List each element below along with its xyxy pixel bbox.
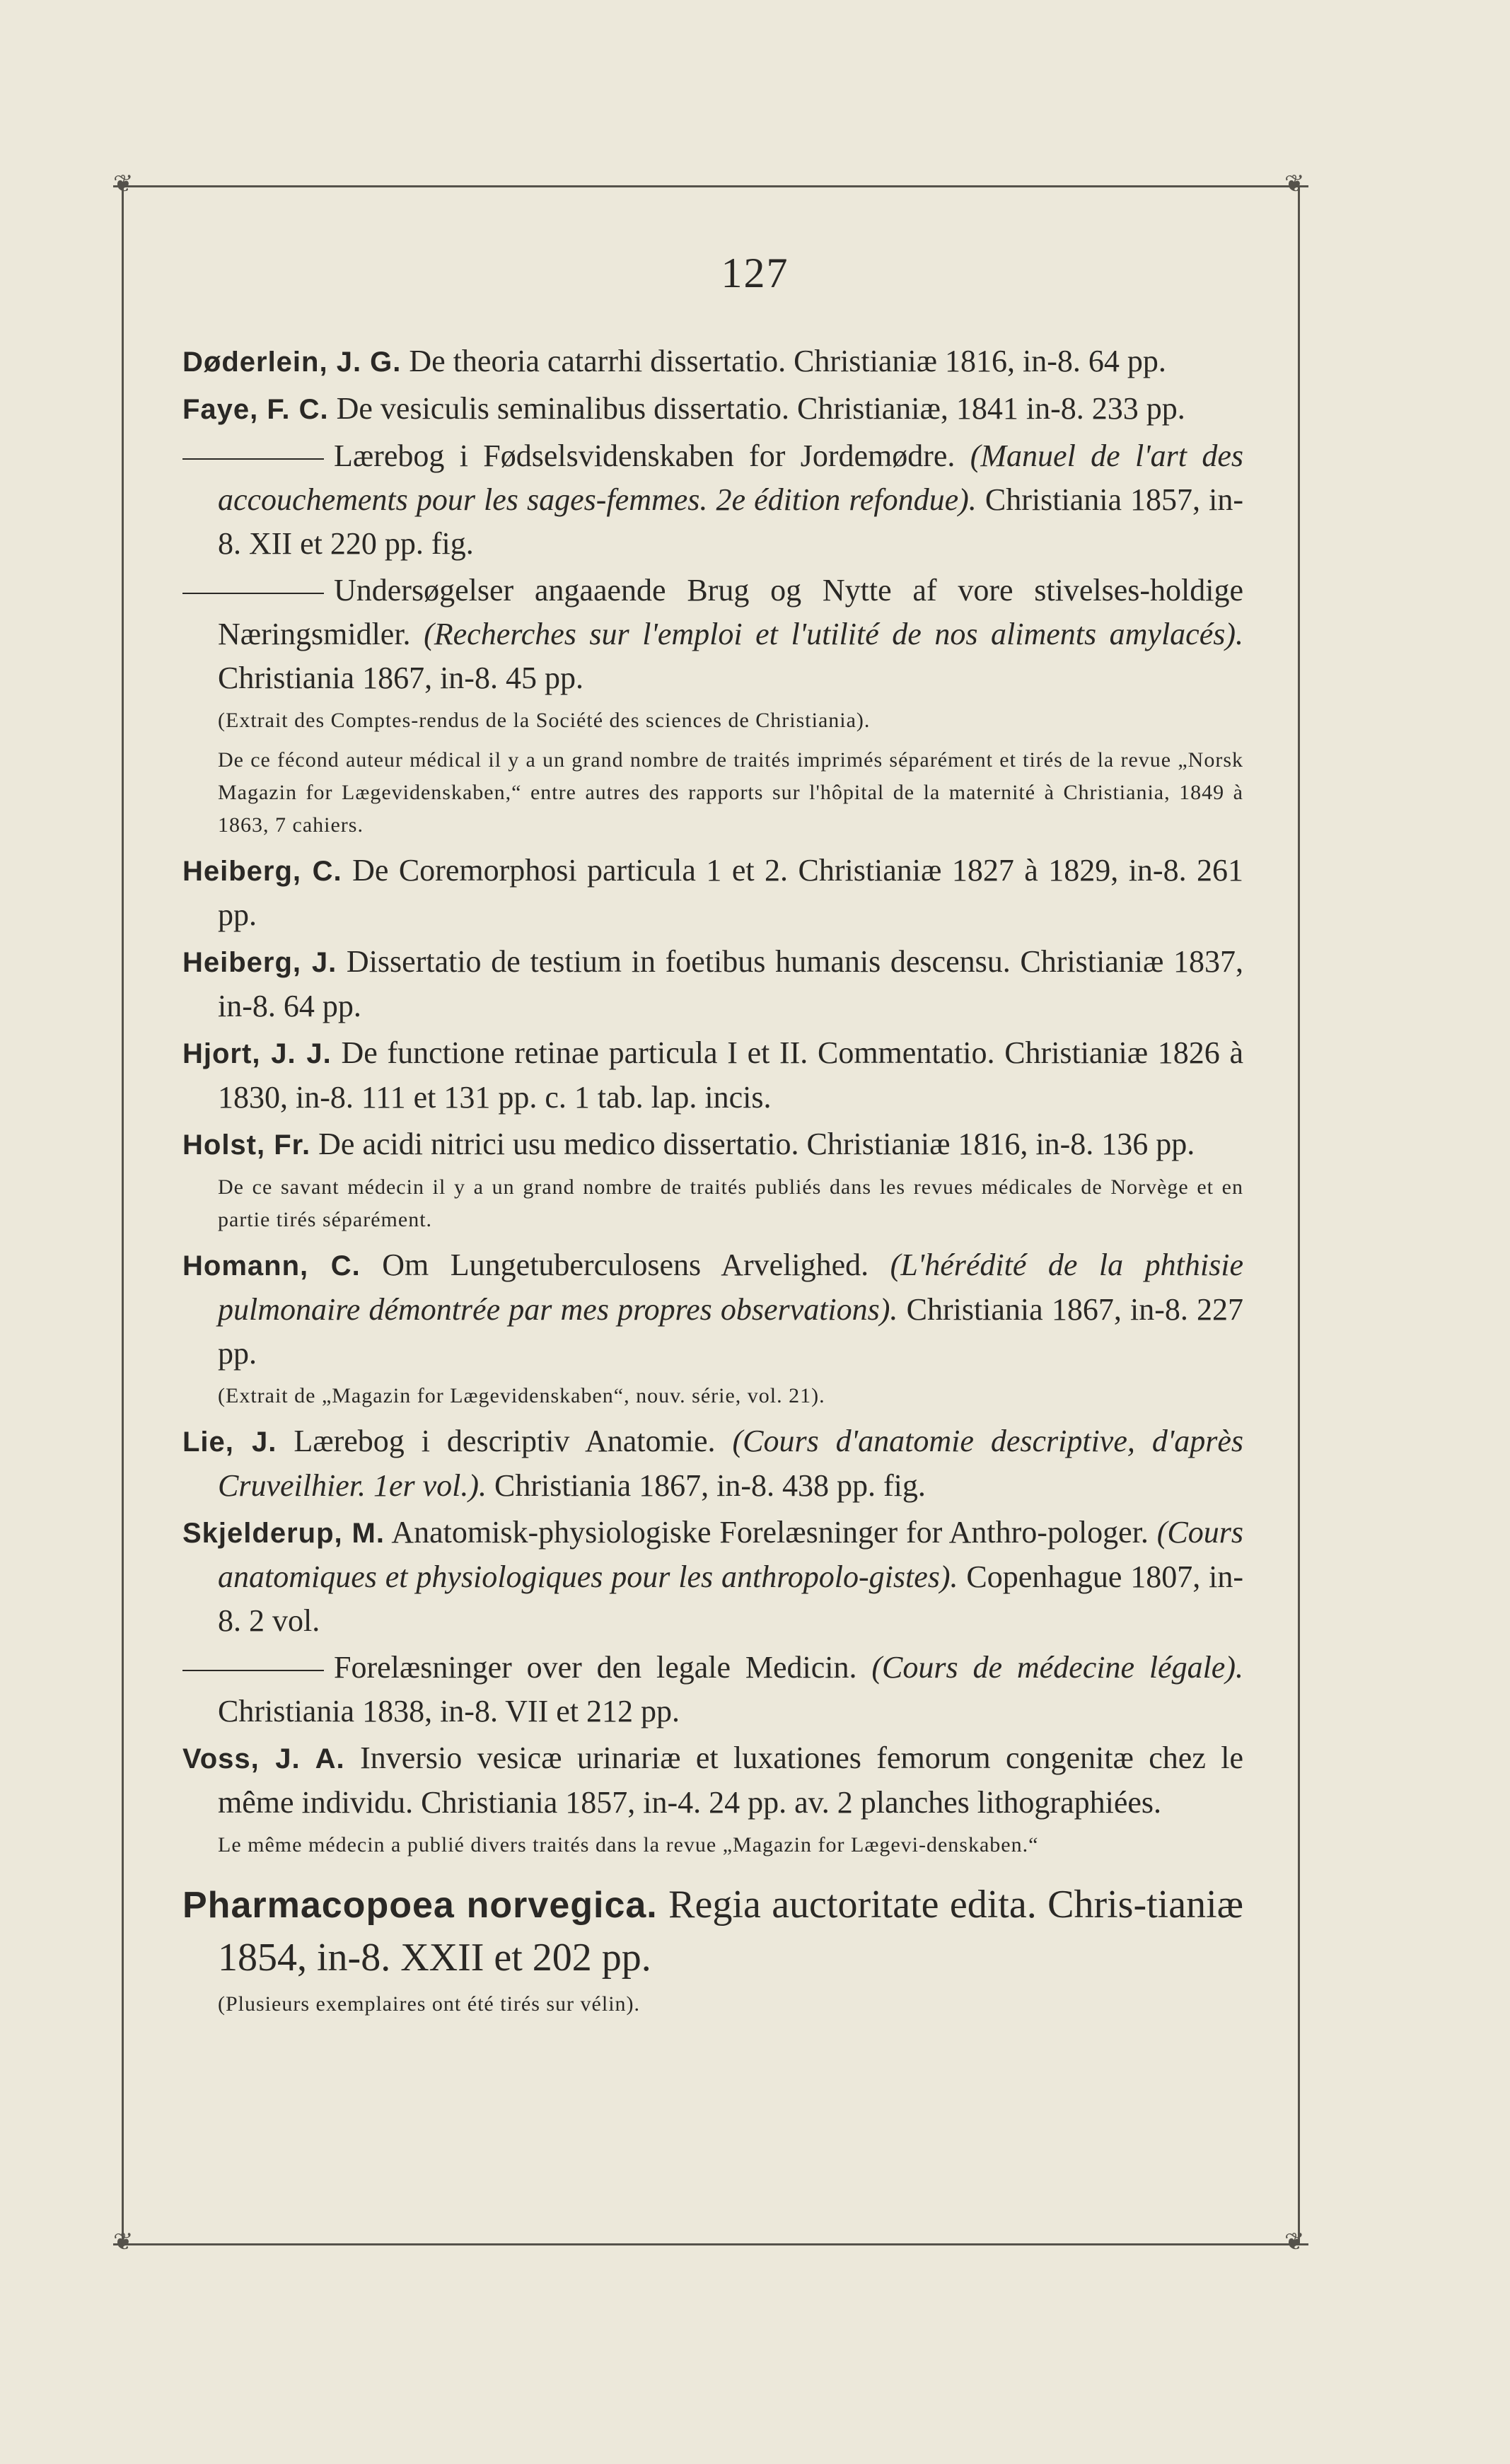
entry-imprint: Christiania 1838, in-8. VII et 212 pp. — [218, 1694, 680, 1728]
entry-french-title: (Cours anatomiques et physiologiques pour les anthropolo-gistes). — [218, 1515, 1243, 1594]
entry-author: Hjort, J. J. — [182, 1038, 332, 1069]
entry-text: Regia auctoritate edita. Chris-tianiæ 1854, in-8. XXII et 202 pp. — [218, 1883, 1244, 1980]
entry-french-title: (Manuel de l'art des accouchements pour les sages-femmes. 2e édition refondue). — [218, 438, 1243, 517]
entry-author: Voss, J. A. — [182, 1743, 345, 1774]
entry-homann — [182, 1243, 1243, 1376]
entry-text: De theoria catarrhi dissertatio. Christianiæ 1816, in-8. 64 pp. — [409, 344, 1166, 378]
frame-bottom-rule — [113, 2243, 1308, 2245]
ditto-dash — [182, 1670, 324, 1671]
entry-note: (Extrait des Comptes-rendus de la Société des sciences de Christiania). — [218, 709, 871, 732]
entry-author: Skjelderup, M. — [182, 1518, 385, 1549]
entry-french-title: (Cours d'anatomie descriptive, d'après Cruveilhier. 1er vol.). — [218, 1424, 1244, 1503]
entry-voss — [182, 1736, 1243, 1825]
entry-imprint: Christiania 1867, in-8. 438 pp. fig. — [494, 1468, 926, 1503]
entry-skjelderup — [182, 1511, 1243, 1643]
corner-ornament-bottom-right: ❦ — [1284, 2228, 1305, 2256]
entry-heiberg-c — [182, 849, 1243, 937]
entry-author: Lie, J. — [182, 1426, 277, 1458]
entry-author: Heiberg, J. — [182, 947, 337, 978]
entry-text: De Coremorphosi particula 1 et 2. Christianiæ 1827 à 1829, in-8. 261 pp. — [218, 853, 1244, 932]
entry-faye-laerebog — [182, 434, 1243, 566]
entry-text: Dissertatio de testium in foetibus humanis descensu. Christianiæ 1837, in-8. 64 pp. — [218, 944, 1244, 1023]
entry-text: Om Lungetuberculosens Arvelighed. — [382, 1248, 869, 1282]
entry-pharmacopoea — [182, 1878, 1243, 1984]
page-number: 127 — [721, 250, 789, 296]
entry-doderlein — [182, 339, 1243, 384]
ditto-dash — [182, 458, 324, 460]
entry-imprint: Christiania 1857, in-8. XII et 220 pp. fig. — [218, 482, 1244, 561]
entry-imprint: Christiania 1867, in-8. 45 pp. — [218, 661, 583, 695]
entry-lie — [182, 1419, 1243, 1508]
entry-heiberg-j — [182, 940, 1243, 1028]
entry-imprint: Copenhague 1807, in-8. 2 vol. — [218, 1559, 1244, 1638]
corner-ornament-top-left: ❦ — [113, 170, 134, 198]
entry-french-title: (Cours de médecine légale). — [871, 1650, 1243, 1685]
entry-note: (Extrait de „Magazin for Lægevidenskaben“, nouv. série, vol. 21). — [218, 1384, 825, 1407]
entry-note: Le même médecin a publié divers traités dans la revue „Magazin for Lægevi-denskaben.“ — [218, 1833, 1039, 1856]
ditto-dash — [182, 593, 324, 594]
entry-author: Heiberg, C. — [182, 856, 342, 887]
entry-text: Lærebog i descriptiv Anatomie. — [294, 1424, 716, 1458]
entry-text: Lærebog i Fødselsvidenskaben for Jordemødre. — [334, 438, 956, 473]
entry-text: De vesiculis seminalibus dissertatio. Christianiæ, 1841 in-8. 233 pp. — [336, 391, 1185, 426]
entry-text: De acidi nitrici usu medico dissertatio. Christianiæ 1816, in-8. 136 pp. — [318, 1127, 1195, 1161]
bibliography-list — [182, 339, 1243, 2028]
entry-french-title: (Recherches sur l'emploi et l'utilité de nos aliments amylacés). — [424, 617, 1243, 651]
entry-note: De ce savant médecin il y a un grand nombre de traités publiés dans les revues médicales de Norvège et en partie tirés séparément. — [218, 1175, 1243, 1231]
entry-text: Forelæsninger over den legale Medicin. — [334, 1650, 857, 1685]
entry-holst — [182, 1122, 1243, 1167]
entry-text: De functione retinae particula I et II. Commentatio. Christianiæ 1826 à 1830, in-8. 111 et 131 pp. c. 1 tab. lap. incis. — [218, 1035, 1243, 1115]
entry-french-title: (L'hérédité de la phthisie pulmonaire démontrée par mes propres observations). — [218, 1248, 1243, 1327]
entry-text: Anatomisk-physiologiske Forelæsninger for Anthro-pologer. — [391, 1515, 1149, 1550]
entry-note: (Plusieurs exemplaires ont été tirés sur vélin). — [218, 1992, 641, 2016]
entry-author: Døderlein, J. G. — [182, 347, 402, 378]
corner-ornament-top-right: ❦ — [1284, 170, 1305, 198]
entry-hjort — [182, 1031, 1243, 1120]
entry-author: Pharmacopoea norvegica. — [182, 1885, 658, 1926]
entry-faye — [182, 387, 1243, 431]
entry-author: Holst, Fr. — [182, 1129, 311, 1161]
entry-faye-undersogelser — [182, 569, 1243, 700]
entry-skjelderup-forelaesninger — [182, 1646, 1243, 1733]
entry-text: Inversio vesicæ urinariæ et luxationes femorum congenitæ chez le même individu. Christiania 1857, in-4. 24 pp. av. 2 planches lithographiées. — [218, 1741, 1244, 1820]
entry-imprint: Christiania 1867, in-8. 227 pp. — [218, 1292, 1244, 1371]
corner-ornament-bottom-left: ❦ — [113, 2228, 134, 2256]
entry-note: De ce fécond auteur médical il y a un grand nombre de traités imprimés séparément et tirés de la revue „Norsk Magazin for Lægevidenskaben,“ entre autres des rapports sur l'hôpital de la maternité à Christiania, 1849 à 1863, 7 cahiers. — [218, 748, 1243, 837]
entry-author: Homann, C. — [182, 1250, 361, 1282]
entry-author: Faye, F. C. — [182, 394, 329, 425]
entry-text: Undersøgelser angaaende Brug og Nytte af vore stivelses-holdige Næringsmidler. — [218, 573, 1243, 651]
